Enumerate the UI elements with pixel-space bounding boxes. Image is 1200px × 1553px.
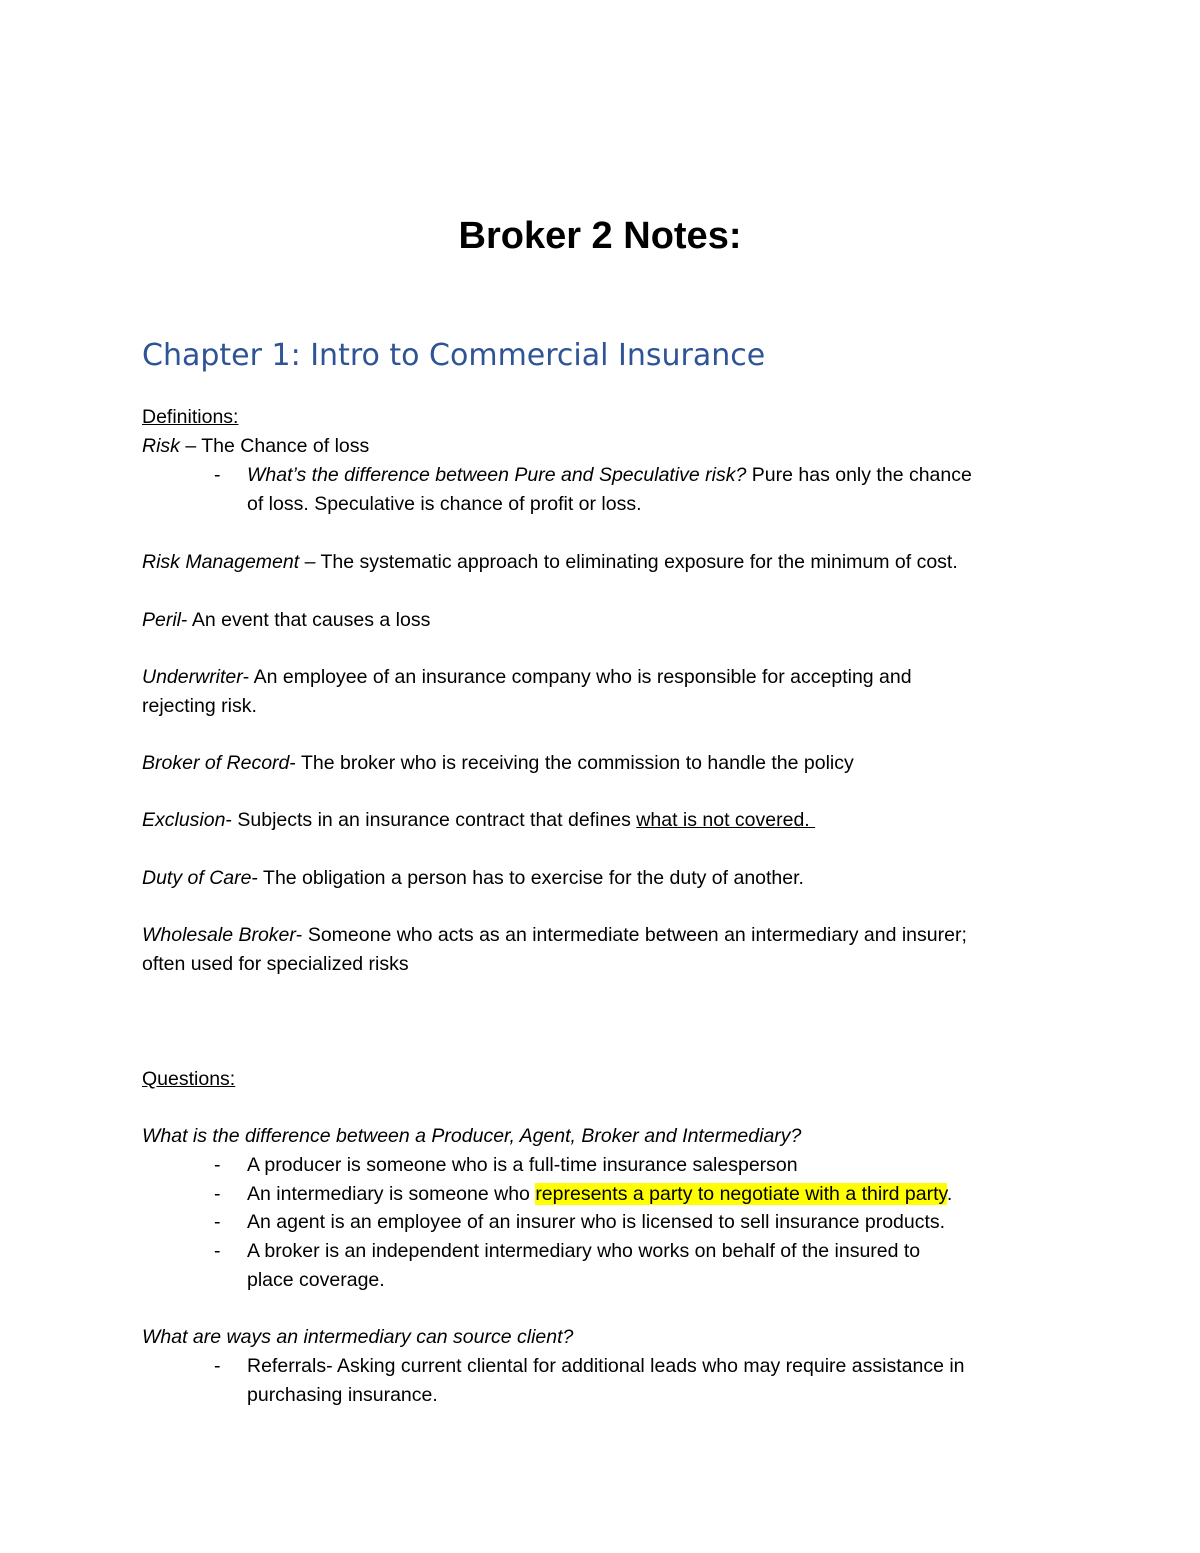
definition-broker-of-record — [142, 749, 1062, 778]
definition-term: Risk Management — [142, 551, 300, 573]
questions-heading: Questions: — [142, 1068, 236, 1090]
highlighted-text: represents a party to negotiate with a third party — [535, 1183, 947, 1205]
definition-text: - An event that causes a loss — [181, 609, 431, 631]
definition-text: – The systematic approach to eliminating exposure for the minimum of cost. — [299, 551, 958, 573]
bullet-text: Referrals- Asking current cliental for additional leads who may require assistance in — [247, 1355, 965, 1377]
bullet-dash: - — [214, 464, 221, 486]
bullet-dash: - — [214, 1183, 221, 1205]
bullet-text: An intermediary is someone who represents a party to negotiate with a third party. — [247, 1183, 953, 1205]
definition-risk — [142, 432, 1062, 461]
bullet-text: An agent is an employee of an insurer who is licensed to sell insurance products. — [247, 1211, 946, 1233]
definition-text: – The Chance of loss — [179, 435, 370, 457]
bullet-text: A broker is an independent intermediary who works on behalf of the insured to — [247, 1240, 921, 1262]
bullet-dash: - — [214, 1355, 221, 1377]
bullet-text: What’s the difference between Pure and Speculative risk? Pure has only the chance — [247, 464, 972, 486]
definition-duty-of-care — [142, 864, 1062, 893]
definition-term: Exclusion — [142, 809, 226, 831]
definition-exclusion — [142, 806, 1062, 835]
bullet-text: A producer is someone who is a full-time insurance salesperson — [247, 1154, 798, 1176]
definition-wholesale-broker-continuation: often used for specialized risks — [142, 953, 409, 975]
question-2: What are ways an intermediary can source client? — [142, 1326, 574, 1348]
definition-term: Wholesale Broker — [142, 924, 296, 946]
question-1: What is the difference between a Producer, Agent, Broker and Intermediary? — [142, 1125, 802, 1147]
definition-wholesale-broker — [142, 921, 1062, 950]
definition-term: Broker of Record — [142, 752, 290, 774]
bullet-dash: - — [214, 1211, 221, 1233]
definition-term: Risk — [142, 435, 180, 457]
definition-text: - Subjects in an insurance contract that defines — [225, 809, 637, 831]
definition-text: - The obligation a person has to exercise for the duty of another. — [251, 867, 804, 889]
definition-risk-management — [142, 548, 1062, 577]
definition-underwriter-continuation: rejecting risk. — [142, 695, 257, 717]
bullet-text: place coverage. — [247, 1269, 385, 1291]
bullet-dash: - — [214, 1154, 221, 1176]
bullet-text: purchasing insurance. — [247, 1384, 438, 1406]
bullet-dash: - — [214, 1240, 221, 1262]
definition-underwriter — [142, 663, 1062, 692]
definition-term: Peril — [142, 609, 182, 631]
bullet-text: of loss. Speculative is chance of profit or loss. — [247, 493, 642, 515]
definition-underlined-text: what is not covered. — [636, 809, 816, 831]
definitions-heading: Definitions: — [142, 406, 239, 428]
chapter-heading: Chapter 1: Intro to Commercial Insurance — [142, 338, 766, 373]
definition-peril — [142, 606, 1062, 635]
definition-text: - Someone who acts as an intermediate between an intermediary and insurer; — [295, 924, 967, 946]
definition-term: Underwriter — [142, 666, 243, 688]
definition-term: Duty of Care — [142, 867, 252, 889]
definition-text: - An employee of an insurance company who is responsible for accepting and — [242, 666, 912, 688]
document-title: Broker 2 Notes: — [458, 215, 742, 257]
definition-text: - The broker who is receiving the commission to handle the policy — [289, 752, 854, 774]
